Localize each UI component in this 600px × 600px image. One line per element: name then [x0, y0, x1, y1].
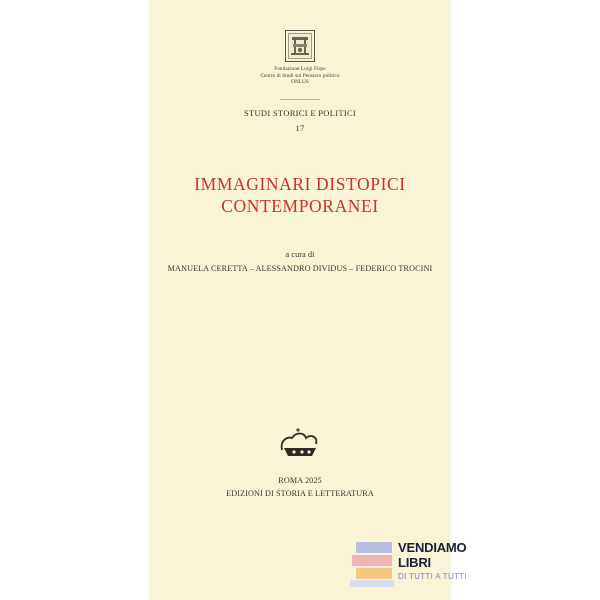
editors-intro: a cura di [285, 250, 315, 259]
series-number: 17 [295, 123, 305, 133]
foundation-emblem [285, 30, 315, 62]
publisher-mark-icon [276, 428, 324, 464]
badge-line-2: LIBRI [398, 555, 431, 570]
foundation-name: Fondazione Luigi Firpo [274, 66, 326, 72]
foundation-subtitle: Centro di Studi sul Pensiero politico [260, 72, 340, 79]
book-title-line-1: IMMAGINARI DISTOPICI [194, 174, 406, 194]
badge-line-1: VENDIAMO [398, 540, 467, 555]
book-stack-icon [356, 542, 392, 553]
book-stack-bar [350, 580, 394, 587]
book-stack-bar [352, 555, 392, 566]
book-cover [150, 0, 450, 600]
editors-names: MANUELA CERETTA – ALESSANDRO DIVIDUS – FEDERICO TROCINI [167, 264, 433, 273]
publisher-name: EDIZIONI DI STORIA E LETTERATURA [226, 489, 374, 498]
book-title-line-2: CONTEMPORANEI [221, 196, 379, 216]
series-name: STUDI STORICI E POLITICI [243, 108, 357, 118]
foundation-status: ONLUS [291, 79, 309, 85]
printing-press-icon [288, 33, 312, 59]
place-year: ROMA 2025 [278, 476, 322, 485]
divider [280, 99, 320, 100]
badge-tagline: DI TUTTI A TUTTI [398, 572, 467, 581]
book-stack-bar [356, 568, 392, 579]
seller-badge [350, 538, 500, 594]
